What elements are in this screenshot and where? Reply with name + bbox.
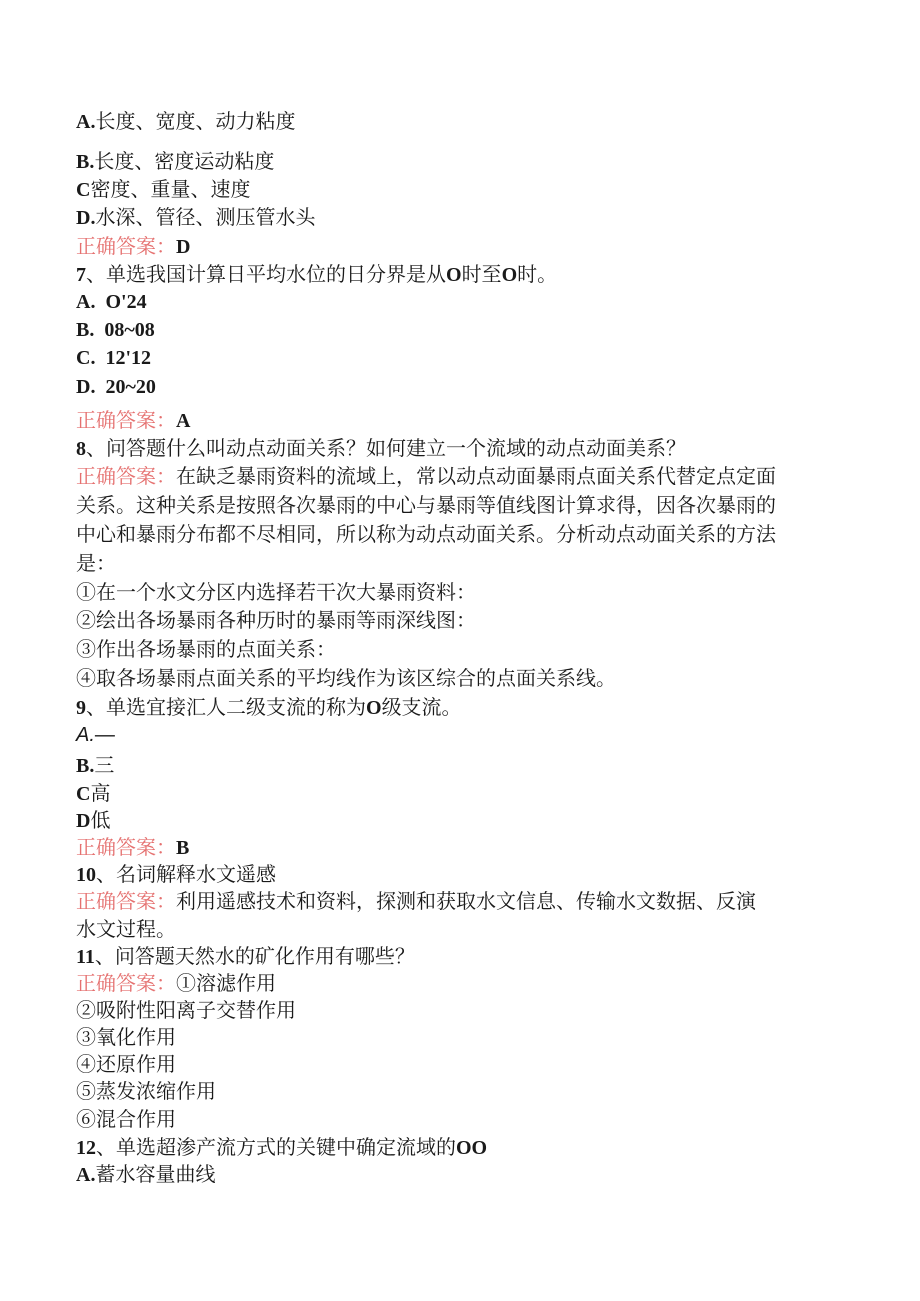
question-number: 7	[76, 264, 86, 286]
option-text: 12'12	[105, 347, 152, 369]
question-blank: O	[366, 697, 382, 719]
option-line	[76, 345, 836, 372]
question-blank: O	[501, 264, 518, 286]
option-text: 低	[90, 808, 111, 832]
option-letter: B.	[76, 755, 95, 777]
option-letter: B.	[76, 319, 95, 341]
question-line	[76, 694, 836, 722]
option-line	[76, 722, 836, 749]
option-line	[76, 374, 836, 401]
option-line	[76, 108, 836, 136]
question-separator: 、	[86, 436, 106, 460]
question-line	[76, 861, 836, 889]
option-line	[76, 1161, 836, 1189]
option-text: 长度、密度运动粘度	[94, 149, 275, 173]
question-blank: OO	[456, 1137, 488, 1159]
question-separator: 、	[86, 262, 106, 286]
answer-label: 正确答案：	[76, 464, 176, 488]
answer-line	[76, 888, 836, 915]
answer-line	[76, 463, 836, 490]
question-separator: 、	[96, 1135, 116, 1159]
option-line	[76, 780, 836, 808]
option-letter: C	[76, 179, 91, 201]
option-letter: C	[76, 783, 91, 805]
question-line	[76, 1134, 836, 1162]
answer-text-line: ④还原作用	[76, 1052, 176, 1076]
answer-label: 正确答案：	[76, 889, 176, 913]
option-text: —	[94, 724, 115, 746]
answer-text: 在缺乏暴雨资料的流域上，常以动点动面暴雨点面关系代替定点定面	[176, 464, 776, 488]
answer-line	[76, 834, 836, 862]
question-separator: 、	[96, 862, 116, 886]
answer-text: ①溶滤作用	[176, 971, 276, 995]
question-text: 单选超渗产流方式的关键中确定流域的	[116, 1135, 456, 1159]
question-separator: 、	[94, 944, 115, 968]
option-text: 密度、重量、速度	[90, 177, 251, 201]
option-letter: D.	[76, 207, 96, 229]
answer-value: A	[176, 410, 191, 432]
question-number: 11	[76, 946, 95, 968]
answer-text-line: 是：	[76, 551, 116, 575]
question-number: 10	[76, 864, 96, 886]
question-text: 问答题什么叫动点动面关系？如何建立一个流域的动点动面美系？	[106, 436, 686, 460]
question-text: 级支流。	[381, 695, 462, 719]
question-text: 时。	[517, 262, 558, 286]
answer-text-line: ①在一个水文分区内选择若干次大暴雨资料：	[76, 580, 476, 604]
question-blank: O	[446, 264, 462, 286]
option-letter: C.	[76, 347, 96, 369]
question-separator: 、	[86, 695, 106, 719]
answer-line	[76, 970, 836, 997]
option-letter: A.	[76, 724, 95, 746]
option-line	[76, 148, 836, 176]
answer-text-line: ②绘出各场暴雨各种历时的暴雨等雨深线图：	[76, 608, 476, 632]
answer-label: 正确答案：	[76, 408, 176, 432]
question-line	[76, 261, 836, 289]
option-line	[76, 752, 836, 780]
option-text: 蓄水容量曲线	[95, 1162, 216, 1186]
option-text: O'24	[105, 291, 147, 313]
question-text: 问答题天然水的矿化作用有哪些？	[114, 944, 415, 968]
question-number: 12	[76, 1137, 96, 1159]
question-line	[76, 435, 836, 463]
answer-label: 正确答案：	[76, 971, 176, 995]
answer-text-line: ②吸附性阳离子交替作用	[76, 998, 296, 1022]
answer-text-line: 中心和暴雨分布都不尽相同，所以称为动点动面关系。分析动点动面关系的方法	[76, 522, 776, 546]
answer-text-line: 关系。这种关系是按照各次暴雨的中心与暴雨等值线图计算求得，因各次暴雨的	[76, 493, 776, 517]
option-line	[76, 317, 836, 344]
option-line	[76, 176, 836, 204]
option-letter: A.	[76, 111, 96, 133]
answer-text-line: ⑥混合作用	[76, 1107, 176, 1131]
option-letter: D	[76, 810, 91, 832]
option-line	[76, 204, 836, 232]
answer-value: B	[176, 837, 190, 859]
option-letter: B.	[76, 151, 95, 173]
answer-text-line: ④取各场暴雨点面关系的平均线作为该区综合的点面关系线。	[76, 666, 616, 690]
question-text: 单选我国计算日平均水位的日分界是从	[106, 262, 446, 286]
answer-text-line: ③氧化作用	[76, 1025, 176, 1049]
option-text: 08~08	[104, 319, 155, 341]
answer-line	[76, 407, 836, 435]
question-text: 名词解释水文遥感	[116, 862, 276, 886]
option-letter: A.	[76, 1164, 96, 1186]
option-text: 水深、管径、测压管水头	[95, 205, 316, 229]
option-letter: A.	[76, 291, 96, 313]
option-line	[76, 289, 836, 316]
option-text: 20~20	[105, 376, 156, 398]
question-number: 8	[76, 438, 86, 460]
answer-text: 利用遥感技术和资料，探测和获取水文信息、传输水文数据、反演	[176, 889, 756, 913]
option-letter: D.	[76, 376, 96, 398]
answer-value: D	[176, 236, 191, 258]
question-number: 9	[76, 697, 86, 719]
option-text: 三	[94, 753, 115, 777]
question-text: 单选宜接汇人二级支流的称为	[106, 695, 366, 719]
answer-text-line: ③作出各场暴雨的点面关系：	[76, 637, 336, 661]
question-text: 时至	[461, 262, 502, 286]
answer-label: 正确答案：	[76, 234, 176, 258]
option-line	[76, 807, 836, 835]
question-line	[76, 943, 836, 971]
option-text: 长度、宽度、动力粘度	[95, 109, 296, 133]
answer-line	[76, 233, 836, 261]
answer-text-line: ⑤蒸发浓缩作用	[76, 1079, 216, 1103]
option-text: 高	[90, 781, 111, 805]
answer-label: 正确答案：	[76, 835, 176, 859]
answer-text-line: 水文过程。	[76, 917, 176, 941]
